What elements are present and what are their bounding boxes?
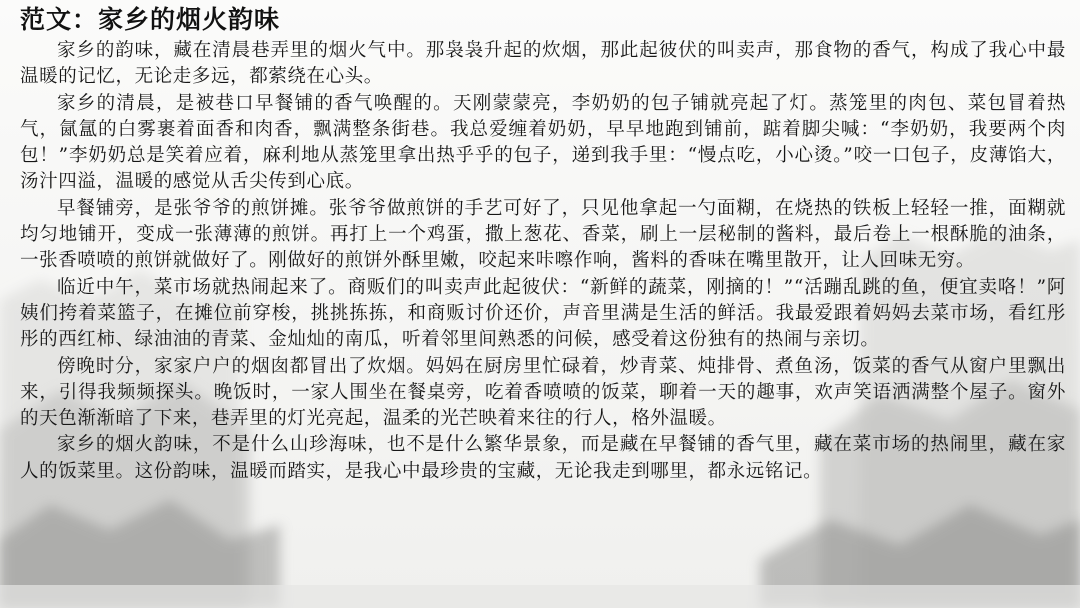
- essay-paragraph-5: 傍晚时分，家家户户的烟囱都冒出了炊烟。妈妈在厨房里忙碌着，炒青菜、炖排骨、煮鱼汤，饭菜的香气从窗户里飘出来，引得我频频探头。晚饭时，一家人围坐在餐桌旁，吃着香喷喷的饭菜，聊着一天的趣事，欢声笑语洒满整个屋子。窗外的天色渐渐暗了下来，巷弄里的灯光亮起，温柔的光芒映着来往的行人，格外温暖。: [20, 355, 1066, 430]
- essay-title: 范文：家乡的烟火韵味: [20, 5, 281, 34]
- essay-paragraph-4: 临近中午，菜市场就热闹起来了。商贩们的叫卖声此起彼伏：“新鲜的蔬菜，刚摘的！”“活蹦乱跳的鱼，便宜卖咯！”阿姨们挎着菜篮子，在摊位前穿梭，挑挑拣拣，和商贩讨价还价，声音里满是生活的鲜活。我最爱跟着妈妈去菜市场，看红彤彤的西红柿、绿油油的青菜、金灿灿的南瓜，听着邻里间熟悉的问候，感受着这份独有的热闹与亲切。: [20, 276, 1066, 351]
- essay-paragraph-3: 早餐铺旁，是张爷爷的煎饼摊。张爷爷做煎饼的手艺可好了，只见他拿起一勺面糊，在烧热的铁板上轻轻一推，面糊就均匀地铺开，变成一张薄薄的煎饼。再打上一个鸡蛋，撒上葱花、香菜，刷上一层秘制的酱料，最后卷上一根酥脆的油条，一张香喷喷的煎饼就做好了。刚做好的煎饼外酥里嫩，咬起来咔嚓作响，酱料的香味在嘴里散开，让人回味无穷。: [20, 197, 1066, 272]
- essay-body: [20, 38, 1066, 485]
- essay-paragraph-1: 家乡的韵味，藏在清晨巷弄里的烟火气中。那袅袅升起的炊烟，那此起彼伏的叫卖声，那食物的香气，构成了我心中最温暖的记忆，无论走多远，都萦绕在心头。: [20, 40, 1066, 88]
- essay-paragraph-6: 家乡的烟火韵味，不是什么山珍海味，也不是什么繁华景象，而是藏在早餐铺的香气里，藏在菜市场的热闹里，藏在家人的饭菜里。这份韵味，温暖而踏实，是我心中最珍贵的宝藏，无论我走到哪里，都永远铭记。: [20, 434, 1066, 482]
- essay-paragraph-2: 家乡的清晨，是被巷口早餐铺的香气唤醒的。天刚蒙蒙亮，李奶奶的包子铺就亮起了灯。蒸笼里的肉包、菜包冒着热气，氤氲的白雾裹着面香和肉香，飘满整条街巷。我总爱缠着奶奶，早早地跑到铺前，踮着脚尖喊：“李奶奶，我要两个肉包！”李奶奶总是笑着应着，麻利地从蒸笼里拿出热乎乎的包子，递到我手里：“慢点吃，小心烫。”咬一口包子，皮薄馅大，汤汁四溢，温暖的感觉从舌尖传到心底。: [20, 92, 1066, 193]
